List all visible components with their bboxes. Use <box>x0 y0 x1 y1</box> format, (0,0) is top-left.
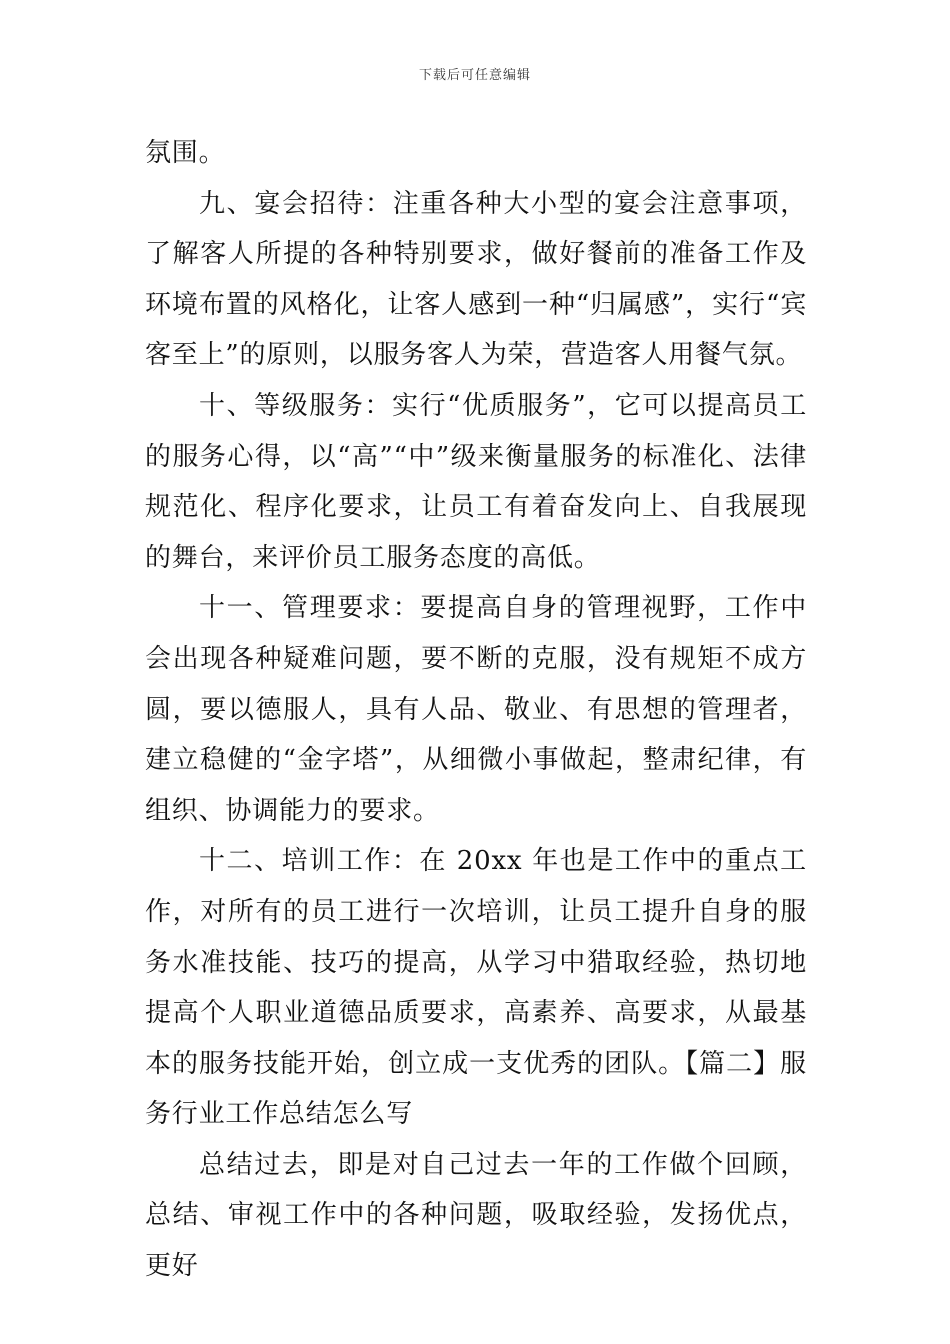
paragraph-summary: 总结过去，即是对自己过去一年的工作做个回顾，总结、审视工作中的各种问题，吸取经验，发扬优点，更好 <box>145 1149 807 1282</box>
paragraph-banquet: 九、宴会招待：注重各种大小型的宴会注意事项，了解客人所提的各种特别要求，做好餐前的准备工作及环境布置的风格化，让客人感到一种“归属感”，实行“宾客至上”的原则，以服务客人为荣，营造客人用餐气氛。 <box>145 188 807 371</box>
document-body <box>145 128 807 1292</box>
page-header: 下载后可任意编辑 <box>418 68 531 83</box>
paragraph-management: 十一、管理要求：要提高自身的管理视野，工作中会出现各种疑难问题，要不断的克服，没有规矩不成方圆，要以德服人，具有人品、敬业、有思想的管理者，建立稳健的“金字塔”，从细微小事做起，整肃纪律，有组织、协调能力的要求。 <box>145 593 807 826</box>
paragraph-service-grade: 十、等级服务：实行“优质服务”，它可以提高员工的服务心得，以“高”“中”级来衡量服务的标准化、法律规范化、程序化要求，让员工有着奋发向上、自我展现的舞台，来评价员工服务态度的高低。 <box>145 390 807 573</box>
paragraph-continuation: 氛围。 <box>145 138 226 168</box>
paragraph-training: 十二、培训工作：在 20xx 年也是工作中的重点工作，对所有的员工进行一次培训，让员工提升自身的服务水准技能、技巧的提高，从学习中猎取经验，热切地提高个人职业道德品质要求，高素养、高要求，从最基本的服务技能开始，创立成一支优秀的团队。【篇二】服务行业工作总结怎么写 <box>145 846 807 1130</box>
